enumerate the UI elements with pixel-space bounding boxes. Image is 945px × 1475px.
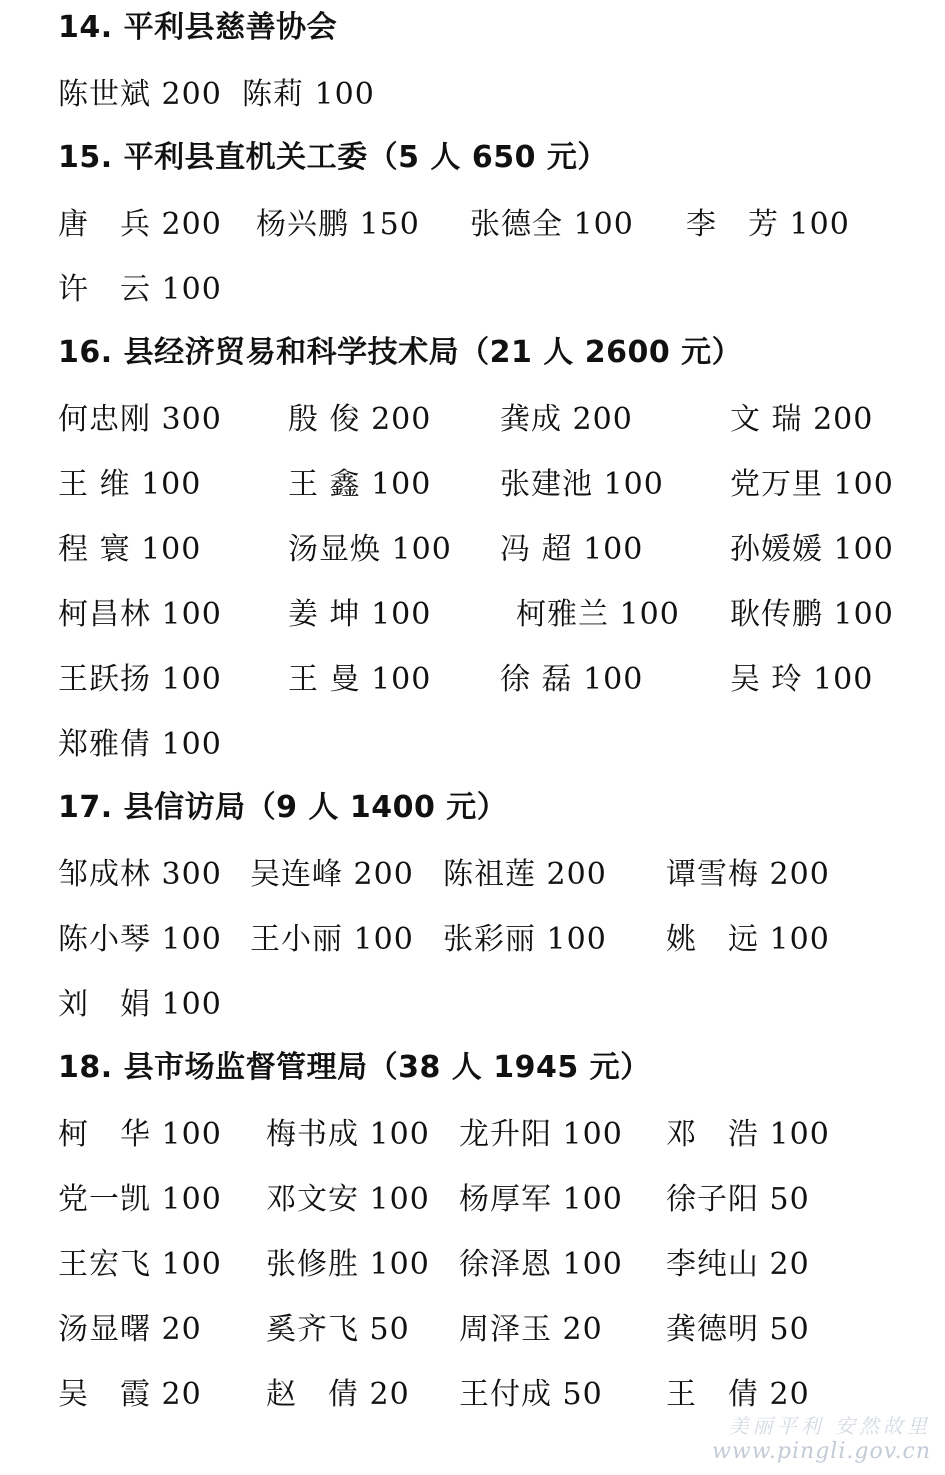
watermark-slogan: 美丽平利 安然故里 [728,1414,931,1438]
donor-entry: 王宏飞 100 [58,1247,222,1282]
donor-entry: 王 倩 20 [666,1377,810,1412]
donor-row [0,1105,945,1170]
donor-entry: 郑雅倩 100 [58,727,222,762]
donor-entry: 王小丽 100 [250,922,414,957]
donor-entry: 李纯山 20 [666,1247,810,1282]
donor-entry: 刘 娟 100 [58,987,222,1022]
donor-row [0,195,945,260]
donor-entry: 柯雅兰 100 [516,597,680,632]
donor-entry: 谭雪梅 200 [666,857,830,892]
donor-row [0,910,945,975]
section-heading-row [0,0,945,65]
donor-row [0,455,945,520]
watermark-url: www.pingli.gov.cn [712,1439,931,1464]
donor-entry: 程 寰 100 [58,532,202,567]
donor-entry: 邓文安 100 [266,1182,430,1217]
donor-row [0,715,945,780]
section-title: 18. 县市场监督管理局（38 人 1945 元） [58,1050,651,1085]
donor-entry: 徐 磊 100 [500,662,644,697]
donor-row [0,1300,945,1365]
donor-row [0,390,945,455]
donor-entry: 唐 兵 200 [58,207,222,242]
donor-entry: 汤显曙 20 [58,1312,202,1347]
donor-row [0,65,945,130]
donor-entry: 吴 玲 100 [730,662,874,697]
donor-entry: 赵 倩 20 [266,1377,410,1412]
section-heading-row [0,325,945,390]
donor-entry: 梅书成 100 [266,1117,430,1152]
donor-entry: 邓 浩 100 [666,1117,830,1152]
section-title: 15. 平利县直机关工委（5 人 650 元） [58,140,608,175]
section-heading-row [0,780,945,845]
donor-entry: 王 维 100 [58,467,202,502]
donor-entry: 何忠刚 300 [58,402,222,437]
donor-entry: 陈世斌 200 [58,77,222,112]
donor-entry: 张修胜 100 [266,1247,430,1282]
section-title: 17. 县信访局（9 人 1400 元） [58,790,508,825]
donor-row [0,585,945,650]
donor-entry: 徐泽恩 100 [459,1247,623,1282]
donor-entry: 龙升阳 100 [459,1117,623,1152]
donor-entry: 柯 华 100 [58,1117,222,1152]
donor-entry: 吴 霞 20 [58,1377,202,1412]
donor-entry: 张建池 100 [500,467,664,502]
donor-entry: 杨厚军 100 [459,1182,623,1217]
donor-entry: 王跃扬 100 [58,662,222,697]
donor-entry: 邹成林 300 [58,857,222,892]
donor-entry: 柯昌林 100 [58,597,222,632]
donor-row [0,1235,945,1300]
donor-entry: 李 芳 100 [686,207,850,242]
section-title: 16. 县经济贸易和科学技术局（21 人 2600 元） [58,335,743,370]
donor-entry: 王 曼 100 [288,662,432,697]
donor-row [0,975,945,1040]
donor-entry: 许 云 100 [58,272,222,307]
site-watermark [712,1413,931,1465]
section-heading-row [0,130,945,195]
donor-entry: 孙媛媛 100 [730,532,894,567]
donor-entry: 党一凯 100 [58,1182,222,1217]
section-heading-row [0,1040,945,1105]
donor-entry: 龚成 200 [500,402,633,437]
donor-entry: 耿传鹏 100 [730,597,894,632]
donor-entry: 龚德明 50 [666,1312,810,1347]
donor-entry: 王付成 50 [459,1377,603,1412]
donor-entry: 冯 超 100 [500,532,644,567]
donor-row [0,260,945,325]
donor-entry: 汤显焕 100 [288,532,452,567]
donor-entry: 杨兴鹏 150 [256,207,420,242]
donor-entry: 姜 坤 100 [288,597,432,632]
donor-entry: 殷 俊 200 [288,402,432,437]
donor-entry: 张德全 100 [470,207,634,242]
donor-entry: 周泽玉 20 [459,1312,603,1347]
donor-entry: 陈祖莲 200 [443,857,607,892]
donor-entry: 吴连峰 200 [250,857,414,892]
donor-entry: 奚齐飞 50 [266,1312,410,1347]
section-title: 14. 平利县慈善协会 [58,10,338,45]
donor-row [0,1170,945,1235]
donor-row [0,845,945,910]
donor-entry: 陈莉 100 [242,77,375,112]
donor-entry: 党万里 100 [730,467,894,502]
donor-entry: 陈小琴 100 [58,922,222,957]
donor-entry: 王 鑫 100 [288,467,432,502]
donor-entry: 徐子阳 50 [666,1182,810,1217]
donor-entry: 张彩丽 100 [443,922,607,957]
donor-entry: 姚 远 100 [666,922,830,957]
donor-entry: 文 瑞 200 [730,402,874,437]
donor-row [0,650,945,715]
donor-row [0,520,945,585]
